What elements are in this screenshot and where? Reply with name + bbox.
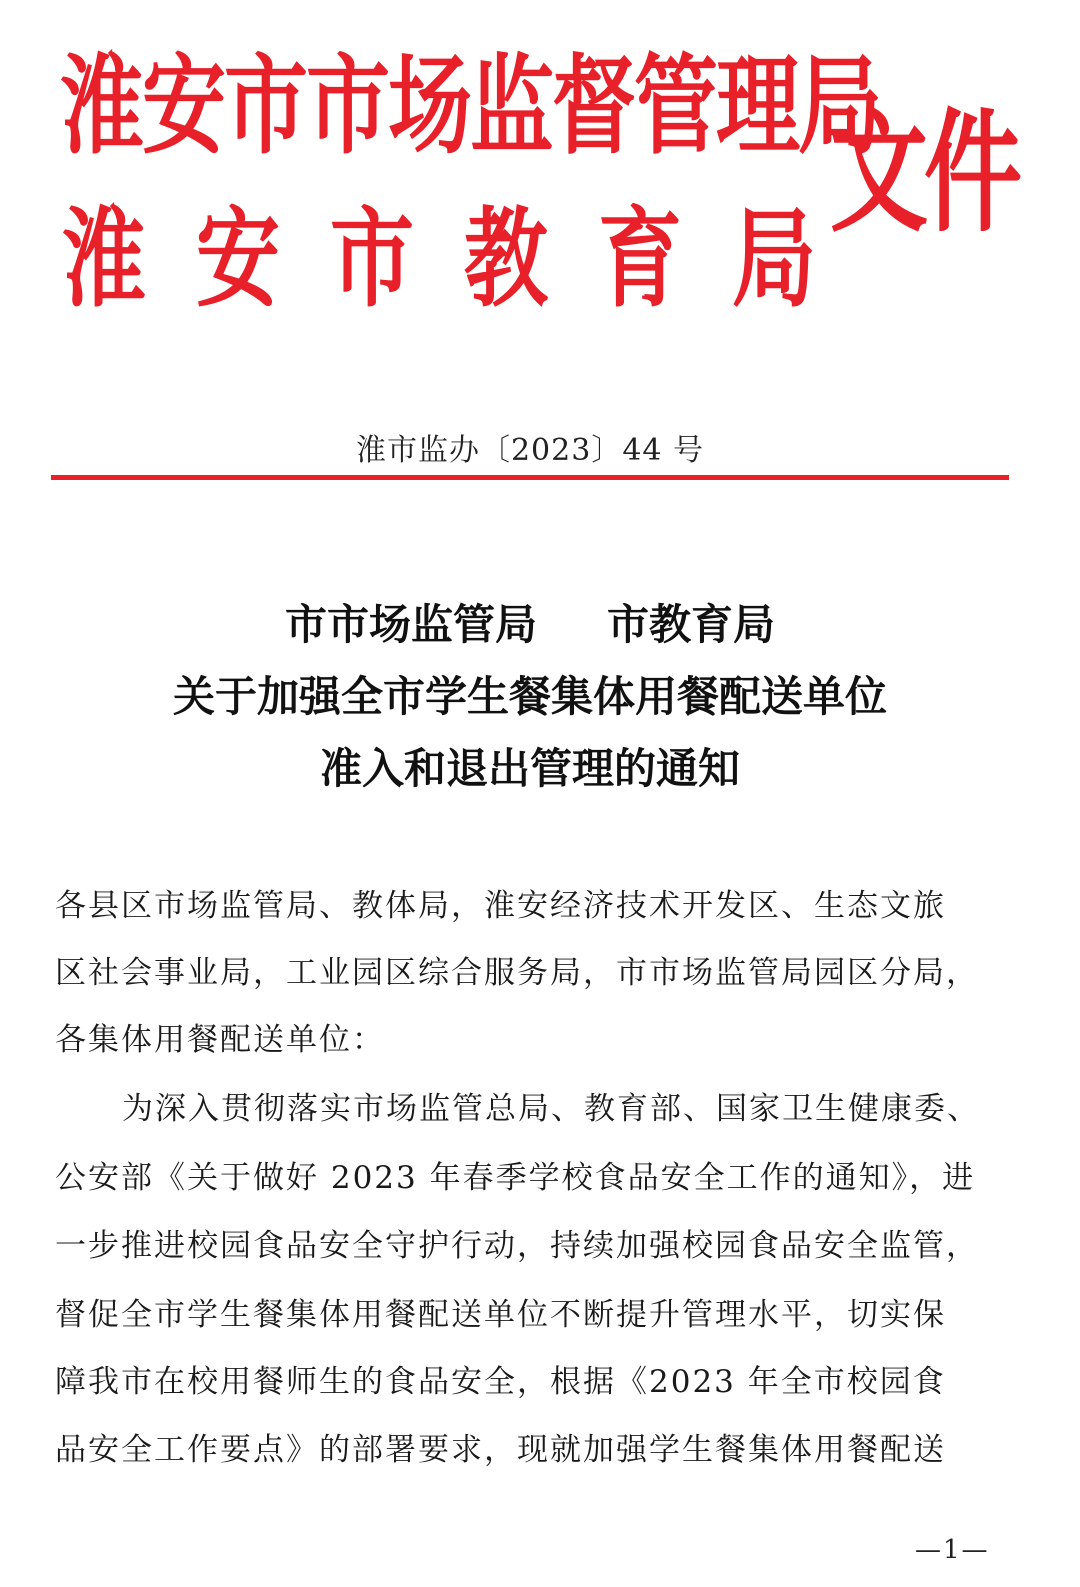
title-issuers — [0, 600, 1060, 649]
issuing-org-education-bureau: 淮安市教育局 — [62, 194, 867, 322]
body-line: 品安全工作要点》的部署要求，现就加强学生餐集体用餐配送 — [55, 1432, 946, 1468]
document-number: 淮市监办〔2023〕44 号 — [355, 433, 705, 468]
title-line-3: 准入和退出管理的通知 — [319, 744, 740, 793]
red-divider-line — [51, 475, 1009, 480]
body-line: 公安部《关于做好 2023 年春季学校食品安全工作的通知》，进 — [55, 1160, 976, 1196]
body-line: 各县区市场监管局、教体局，淮安经济技术开发区、生态文旅 — [55, 888, 946, 924]
body-line: 为深入贯彻落实市场监管总局、教育部、国家卫生健康委、 — [122, 1091, 980, 1127]
title-issuer-1: 市市场监管局 — [284, 600, 537, 649]
page-number: —1— — [915, 1535, 990, 1565]
body-line: 一步推进校园食品安全守护行动，持续加强校园食品安全监管， — [55, 1228, 979, 1264]
title-line-2: 关于加强全市学生餐集体用餐配送单位 — [172, 672, 887, 721]
body-line: 区社会事业局，工业园区综合服务局，市市场监管局园区分局， — [55, 955, 979, 991]
body-line: 各集体用餐配送单位： — [55, 1022, 385, 1058]
body-line: 督促全市学生餐集体用餐配送单位不断提升管理水平，切实保 — [55, 1297, 946, 1333]
issuing-org-market-supervision: 淮安市市场监督管理局 — [60, 41, 881, 169]
body-line: 障我市在校用餐师生的食品安全，根据《2023 年全市校园食 — [55, 1364, 946, 1400]
document-type-label: 文件 — [830, 95, 1019, 252]
title-issuer-2: 市教育局 — [607, 600, 776, 649]
